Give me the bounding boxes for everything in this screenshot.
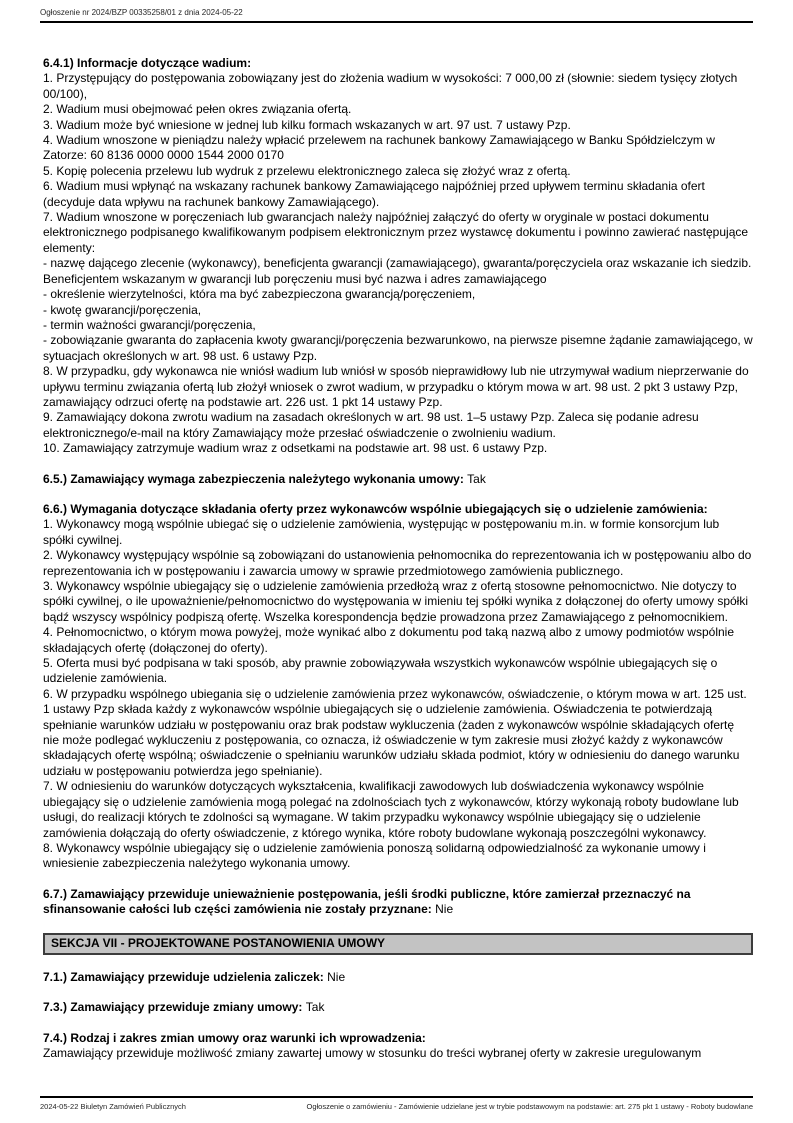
field-value: Tak — [467, 471, 486, 486]
paragraph-line: 2. Wadium musi obejmować pełen okres związania ofertą. — [43, 102, 352, 117]
paragraph-line: 6. Wadium musi wpłynąć na wskazany rachunek bankowy Zamawiającego najpóźniej przed upływem terminu składania ofert (decyduje data wpływu na rachunek bankowy Zamawiającego). — [43, 179, 705, 209]
paragraph-line: 8. Wykonawcy wspólnie ubiegający się o udzielenie zamówienia ponoszą solidarną odpowiedzialność za wykonanie umowy i wniesienie zabezpieczenia należytego wykonania umowy. — [43, 840, 706, 871]
field-label: 6.4.1) Informacje dotyczące wadium: — [43, 56, 252, 70]
footer-announcement-type: Ogłoszenie o zamówieniu - Zamówienie udzielane jest w trybie podstawowym na podstawie: art. 275 pkt 1 ustawy - Roboty budowlane — [306, 1102, 753, 1111]
field-value: Tak — [305, 1000, 325, 1015]
field-value: Nie — [327, 969, 346, 984]
field-label: 7.4.) Rodzaj i zakres zmian umowy oraz warunki ich wprowadzenia: — [43, 1030, 426, 1045]
footer-bulletin-label: 2024-05-22 Biuletyn Zamówień Publicznych — [40, 1102, 186, 1111]
paragraph-line: 9. Zamawiający dokona zwrotu wadium na zasadach określonych w art. 98 ust. 1–5 ustawy Pzp. Zaleca się podanie adresu elektronicznego/e-mail na który Zamawiający może przesłać oświadczenie o zwolnieniu wadium. — [43, 410, 699, 440]
paragraph-line: 1. Wykonawcy mogą wspólnie ubiegać się o udzielenie zamówienia, występując w postępowaniu m.in. w formie konsorcjum lub spółki cywilnej. — [43, 517, 720, 547]
paragraph-line: 4. Wadium wnoszone w pieniądzu należy wpłacić przelewem na rachunek bankowy Zamawiającego w Banku Spółdzielczym w Zatorze: 60 8136 0000 0000 1544 2000 0170 — [43, 133, 715, 163]
page-footer — [40, 1096, 753, 1111]
paragraph-line: - nazwę dającego zlecenie (wykonawcy), beneficjenta gwarancji (zamawiającego), gwaranta/poręczyciela oraz wskazanie ich siedzib. Beneficjentem wskazanym w gwarancji lub poręczeniu musi być nazwa i adres zamawiającego — [43, 256, 752, 286]
field-6-7- — [43, 887, 753, 918]
paragraph-line: - zobowiązanie gwaranta do zapłacenia kwoty gwarancji/poręczenia bezwarunkowo, na pierwsze pisemne żądanie zamawiającego, w sytuacjach określonych w art. 98 ust. 6 ustawy Pzp. — [43, 333, 753, 363]
paragraph-line: 3. Wadium może być wniesione w jednej lub kilku formach wskazanych w art. 97 ust. 7 ustawy Pzp. — [43, 117, 571, 132]
field-label: 6.6.) Wymagania dotyczące składania oferty przez wykonawców wspólnie ubiegających się o udzielenie zamówienia: — [43, 501, 708, 516]
paragraph-line: - kwotę gwarancji/poręczenia, — [43, 302, 202, 317]
paragraph-line: 10. Zamawiający zatrzymuje wadium wraz z odsetkami na podstawie art. 98 ust. 6 ustawy Pzp. — [43, 441, 548, 456]
paragraph-line: 7. Wadium wnoszone w poręczeniach lub gwarancjach należy najpóźniej załączyć do oferty w oryginale w postaci dokumentu elektronicznego podpisanego kwalifikowanym podpisem elektronicznym przez wystawcę dokumentu i powinno zawierać następujące elementy: — [43, 210, 749, 255]
paragraph-line: 6. W przypadku wspólnego ubiegania się o udzielenie zamówienia przez wykonawców, oświadczenie, o którym mowa w art. 125 ust. 1 ustawy Pzp składa każdy z wykonawców wspólnie ubiegających się o udzielenie zamówienia. Oświadczenia te potwierdzają spełnianie warunków udziału w postępowaniu oraz brak podstaw wykluczenia (żaden z wykonawców wspólnie składających ofertę nie może podlegać wykluczeniu z postępowania, co oznacza, iż oświadczenie w tym zakresie musi złożyć każdy z wykonawców składających ofertę wspólną; oświadczenie o spełnianiu warunków udziału składa podmiot, który w odniesieniu do danego warunku udziału w postępowaniu potwierdza jego spełnianie). — [43, 686, 747, 778]
paragraph-line: 8. W przypadku, gdy wykonawca nie wniósł wadium lub wniósł w sposób nieprawidłowy lub nie utrzymywał wadium nieprzerwanie do upływu terminu związania ofertą lub złożył wniosek o zwrot wadium, w przypadku o którym mowa w art. 98 ust. 2 pkt 3 ustawy Pzp, zamawiający odrzuci ofertę na podstawie art. 226 ust. 1 pkt 14 ustawy Pzp. — [43, 364, 749, 409]
paragraph-line: 3. Wykonawcy wspólnie ubiegający się o udzielenie zamówienia przedłożą wraz z ofertą stosowne pełnomocnictwo. Nie dotyczy to spółki cywilnej, o ile upoważnienie/pełnomocnictwo do występowania w imieniu tej spółki wynika z dołączonej do oferty umowy spółki bądź wszyscy wspólnicy podpiszą ofertę. Wszelka korespondencja będzie prowadzona przez Zamawiającego z pełnomocnikiem. — [43, 579, 749, 624]
field-label: 7.3.) Zamawiający przewiduje zmiany umowy: — [43, 1000, 303, 1015]
field-6-6- — [43, 502, 753, 517]
announcement-number: Ogłoszenie nr 2024/BZP 00335258/01 z dnia 2024-05-22 — [40, 8, 243, 17]
section-bar — [43, 933, 753, 955]
paragraph-line: - termin ważności gwarancji/poręczenia, — [43, 317, 256, 332]
paragraph-line: 1. Przystępujący do postępowania zobowiązany jest do złożenia wadium w wysokości: 7 000,00 zł (słownie: siedem tysięcy złotych 00/100), — [43, 71, 738, 101]
paragraph-line: 5. Kopię polecenia przelewu lub wydruk z przelewu elektronicznego zaleca się złożyć wraz z ofertą. — [43, 163, 571, 178]
field-6-5- — [43, 472, 753, 487]
field-label: 6.5.) Zamawiający wymaga zabezpieczenia należytego wykonania umowy: — [43, 471, 464, 486]
page-header — [40, 0, 753, 23]
paragraph-line: 5. Oferta musi być podpisana w taki sposób, aby prawnie zobowiązywała wszystkich wykonawców wspólnie ubiegających się o udzielenie zamówienia. — [43, 656, 718, 686]
field-7-4- — [43, 1031, 753, 1046]
field-value: Nie — [435, 902, 454, 917]
field-7-3- — [43, 1000, 753, 1015]
paragraph-line: Zamawiający przewiduje możliwość zmiany zawartej umowy w stosunku do treści wybranej oferty w zakresie uregulowanym — [43, 1046, 702, 1061]
field-label: 7.1.) Zamawiający przewiduje udzielenia zaliczek: — [43, 969, 324, 984]
paragraph-line: 7. W odniesieniu do warunków dotyczących wykształcenia, kwalifikacji zawodowych lub doświadczenia wykonawcy wspólnie ubiegający się o udzielenie zamówienia mogą polegać na zdolnościach tych z wykonawców, którzy wykonają roboty budowlane lub usługi, do realizacji których te zdolności są wymagane. W takim przypadku wykonawcy wspólnie ubiegający się o udzielenie zamówienia dołączają do oferty oświadczenie, z którego wynika, które roboty budowlane wykonają poszczególni wykonawcy. — [43, 779, 739, 840]
paragraph-line: 2. Wykonawcy występujący wspólnie są zobowiązani do ustanowienia pełnomocnika do reprezentowania ich w postępowaniu albo do reprezentowania ich w postępowaniu i zawarcia umowy w sprawie przedmiotowego zamówienia publicznego. — [43, 548, 752, 578]
field-7-1- — [43, 970, 753, 985]
field-label: 6.7.) Zamawiający przewiduje unieważnienie postępowania, jeśli środki publiczne, które zamierzał przeznaczyć na sfinansowanie całości lub części zamówienia nie zostały przyznane: — [43, 886, 691, 917]
paragraph-line: - określenie wierzytelności, która ma być zabezpieczona gwarancją/poręczeniem, — [43, 287, 476, 302]
document-body — [43, 56, 753, 1062]
paragraph-line: 4. Pełnomocnictwo, o którym mowa powyżej, może wynikać albo z dokumentu pod taką nazwą albo z umowy podmiotów wspólnie składających ofertę (dołączonej do oferty). — [43, 625, 734, 655]
field-6-4-1 — [43, 56, 753, 71]
section-bar-title: SEKCJA VII - PROJEKTOWANE POSTANOWIENIA UMOWY — [51, 935, 386, 950]
